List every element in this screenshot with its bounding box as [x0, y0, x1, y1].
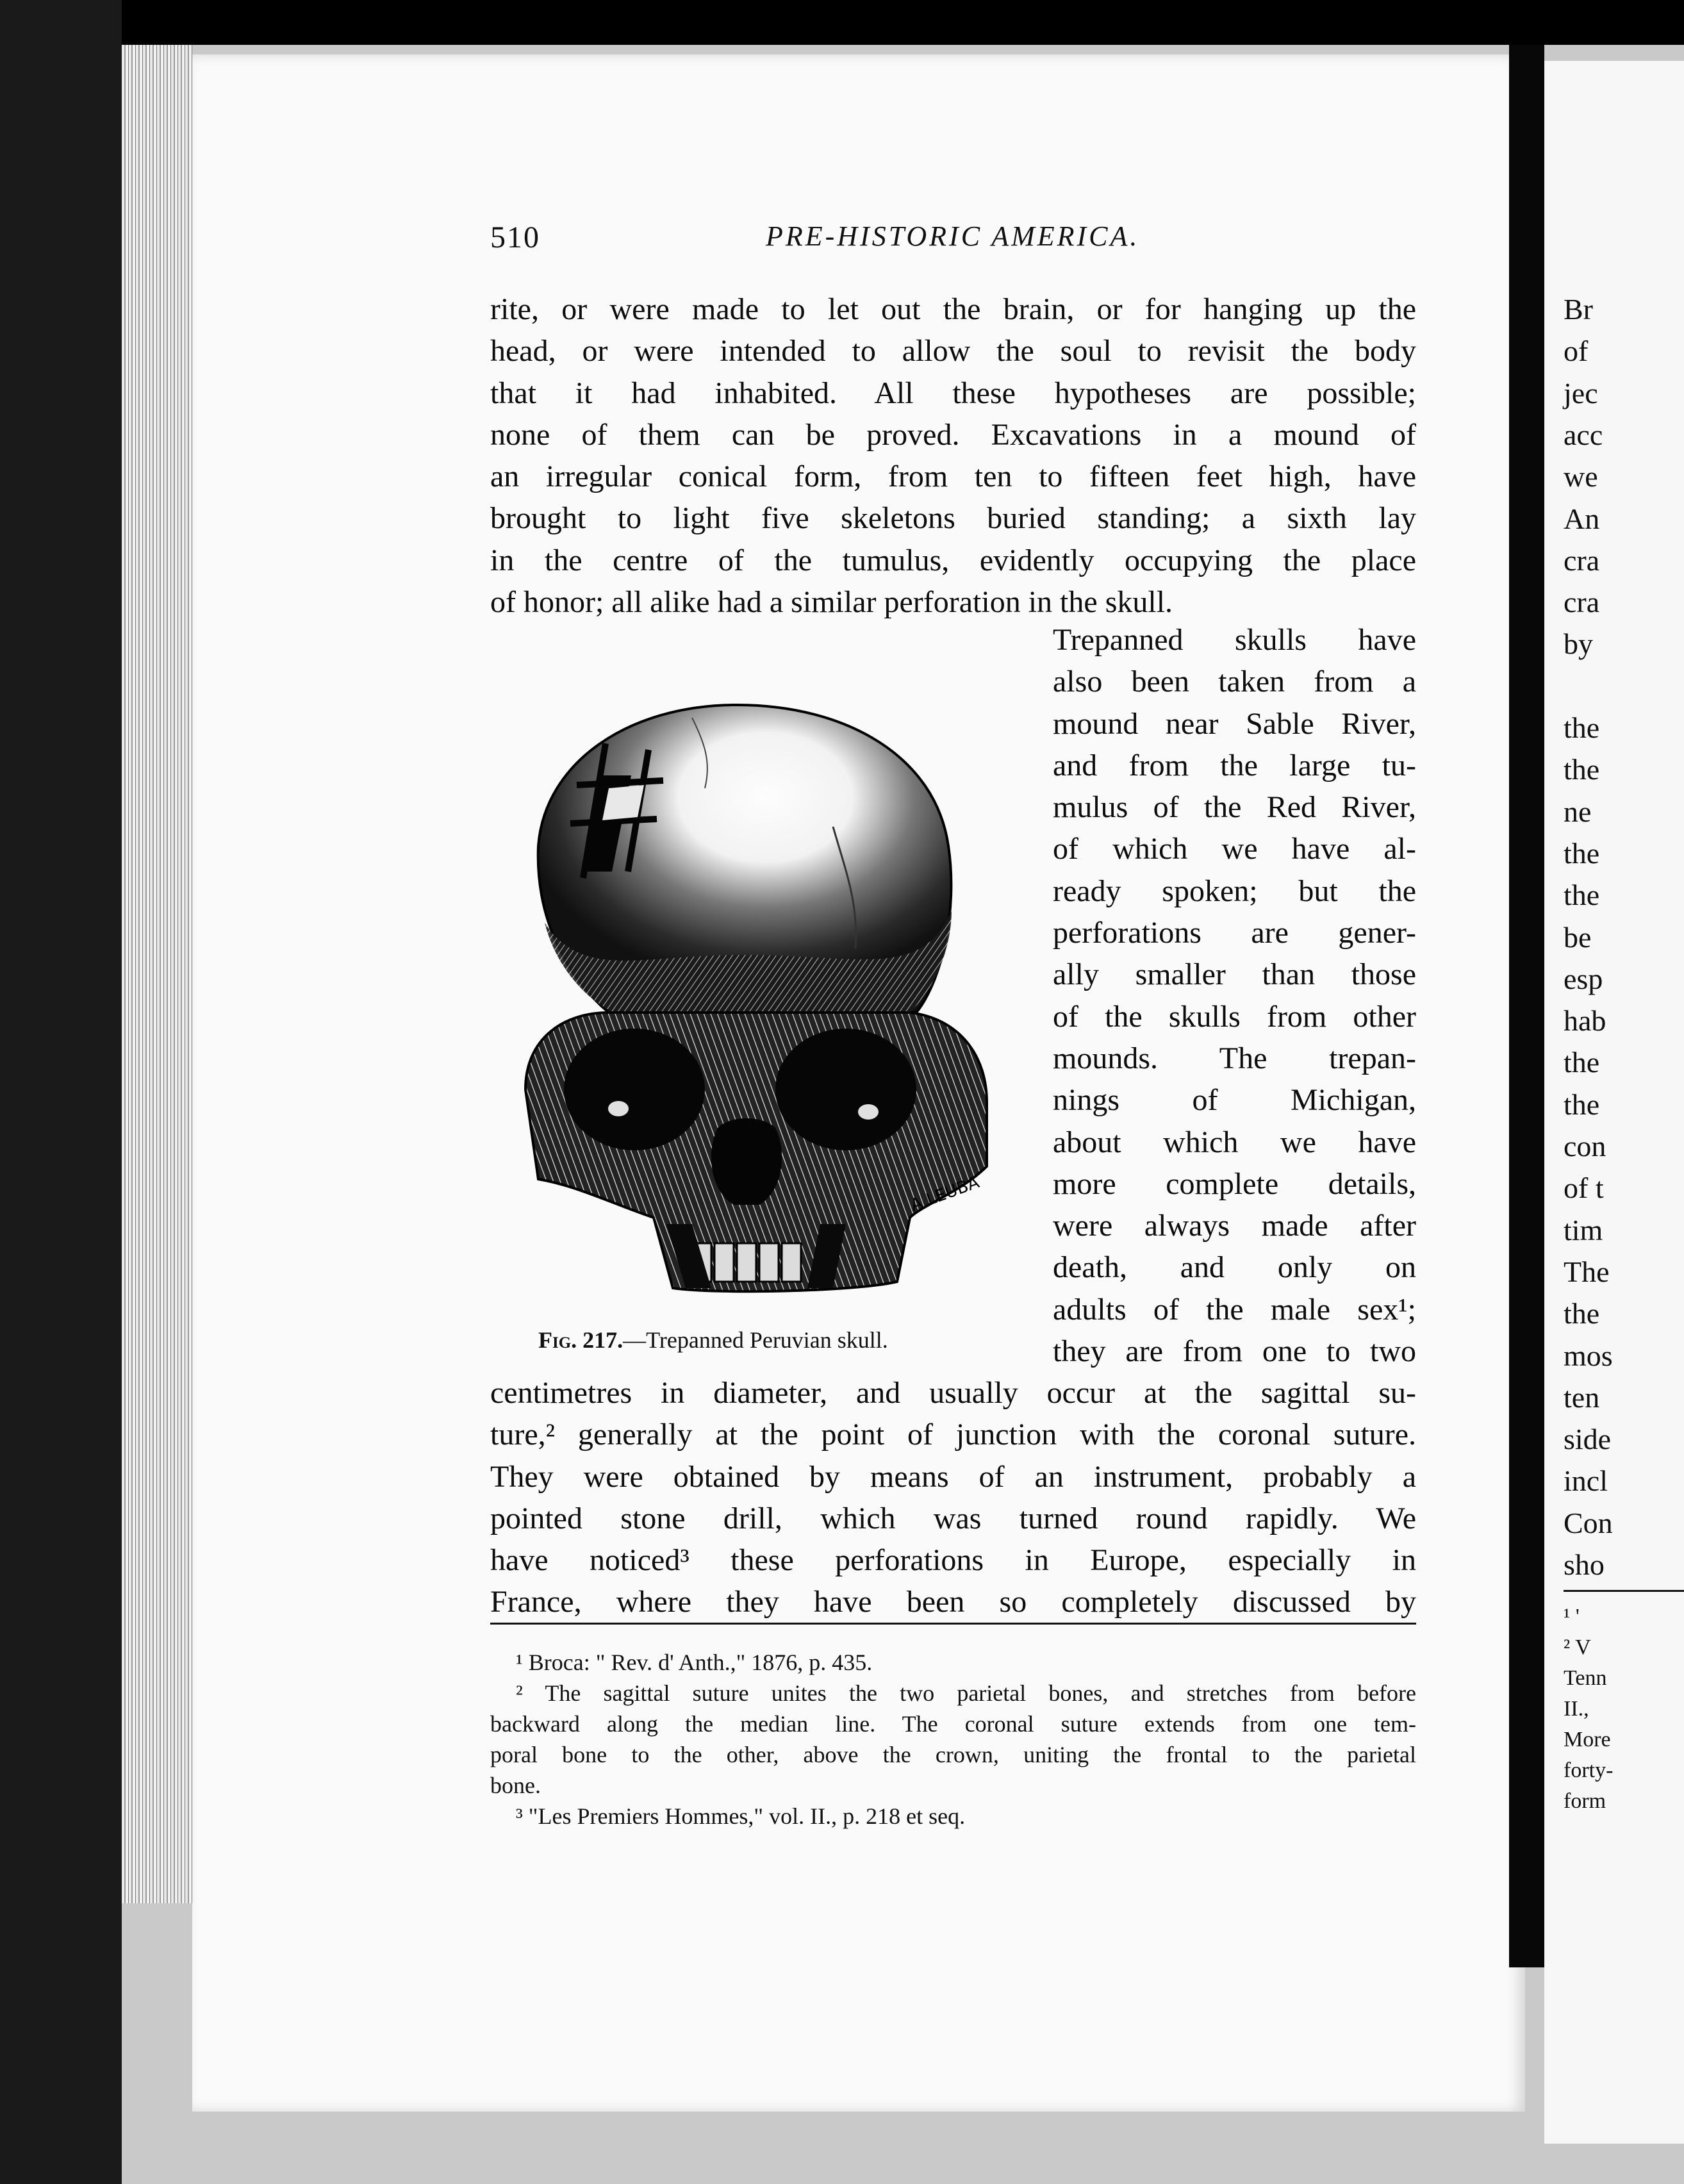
right-page-line-fragment: ne: [1564, 795, 1592, 828]
right-page-line-fragment: the: [1564, 753, 1600, 786]
right-page-footnote-fragment: forty-: [1564, 1758, 1614, 1782]
body-side-line: nings of Michigan,: [1053, 1083, 1416, 1118]
body-side-line: Trepanned skulls have: [1053, 623, 1416, 657]
right-page-line-fragment: con: [1564, 1130, 1606, 1162]
footnote-line: ¹ Broca: " Rev. d' Anth.," 1876, p. 435.: [516, 1650, 873, 1675]
right-page-line-fragment: esp: [1564, 962, 1603, 995]
right-page-line-fragment: tim: [1564, 1213, 1603, 1246]
body-bottom-line: have noticed³ these perforations in Europe, especially in: [490, 1543, 1416, 1578]
right-page-line-fragment: An: [1564, 502, 1600, 535]
paragraph-bottom: [490, 1372, 1416, 1623]
footnote-line: ² The sagittal suture unites the two parietal bones, and stretches from before: [516, 1680, 1416, 1706]
body-bottom-line: ture,² generally at the point of junction with the coronal suture.: [490, 1418, 1416, 1452]
body-top-line: of honor; all alike had a similar perforation in the skull.: [490, 585, 1173, 620]
right-page-line-fragment: the: [1564, 1046, 1600, 1079]
right-page-line-fragment: The: [1564, 1255, 1610, 1288]
body-side-line: were always made after: [1053, 1209, 1416, 1243]
body-side-line: of the skulls from other: [1053, 999, 1416, 1034]
body-top-line: none of them can be proved. Excavations in a mound of: [490, 417, 1416, 452]
figure-trepanned-skull: [500, 679, 1025, 1320]
right-page-line-fragment: cra: [1564, 586, 1600, 619]
body-side-line: adults of the male sex¹;: [1053, 1292, 1416, 1327]
right-page-line-fragment: by: [1564, 627, 1593, 661]
right-page-line-fragment: side: [1564, 1423, 1612, 1456]
right-page-footnote-fragment: II.,: [1564, 1697, 1589, 1721]
body-bottom-line: centimetres in diameter, and usually occur at the sagittal su-: [490, 1376, 1416, 1410]
body-side-line: death, and only on: [1053, 1250, 1416, 1285]
body-top-line: brought to light five skeletons buried standing; a sixth lay: [490, 501, 1416, 536]
paragraph-top: [490, 288, 1416, 623]
footnotes: [490, 1647, 1416, 1832]
right-page-line-fragment: Con: [1564, 1506, 1613, 1539]
right-page-line-fragment: of: [1564, 335, 1589, 368]
scan-top-edge: [0, 0, 1684, 45]
right-page-line-fragment: the: [1564, 879, 1600, 912]
body-side-line: about which we have: [1053, 1125, 1416, 1159]
footnote-rule: [490, 1623, 1416, 1625]
figure-caption-text: —Trepanned Peruvian skull.: [623, 1327, 888, 1353]
page-number: 510: [490, 220, 540, 254]
book-spine-shadow: [0, 0, 122, 2184]
right-page-line-fragment: Br: [1564, 293, 1593, 326]
right-page-footnote-rule: [1564, 1590, 1684, 1592]
footnote-line: bone.: [490, 1773, 541, 1798]
skull-engraving: [500, 679, 1025, 1320]
book-gutter: [1509, 45, 1544, 1967]
right-page-footnote-fragment: More: [1564, 1728, 1611, 1751]
body-side-line: mounds. The trepan-: [1053, 1041, 1416, 1075]
right-page-line-fragment: the: [1564, 1088, 1600, 1121]
body-side-line: ready spoken; but the: [1053, 873, 1416, 908]
body-bottom-line: pointed stone drill, which was turned round rapidly. We: [490, 1501, 1416, 1535]
body-side-line: of which we have al-: [1053, 832, 1416, 866]
right-page-fragment: [1544, 61, 1684, 2144]
figure-caption: [538, 1327, 888, 1353]
body-top-line: in the centre of the tumulus, evidently occupying the place: [490, 543, 1416, 577]
right-page-line-fragment: cra: [1564, 543, 1600, 577]
body-bottom-line: They were obtained by means of an instrument, probably a: [490, 1459, 1416, 1494]
body-side-line: perforations are gener-: [1053, 916, 1416, 950]
right-page-line-fragment: of t: [1564, 1171, 1604, 1205]
right-page-line-fragment: jec: [1564, 376, 1598, 410]
right-page-line-fragment: incl: [1564, 1464, 1608, 1498]
body-top-line: an irregular conical form, from ten to fifteen feet high, have: [490, 459, 1416, 494]
right-page-line-fragment: the: [1564, 836, 1600, 870]
right-page-line-fragment: acc: [1564, 418, 1603, 451]
right-page-footnote-fragment: ² V: [1564, 1635, 1591, 1659]
body-top-line: that it had inhabited. All these hypotheses are possible;: [490, 376, 1416, 410]
body-side-line: ally smaller than those: [1053, 957, 1416, 992]
footnote-line: backward along the median line. The coronal suture extends from one tem-: [490, 1711, 1416, 1737]
running-title: PRE-HISTORIC AMERICA.: [766, 220, 1140, 252]
body-bottom-line: France, where they have been so completely discussed by: [490, 1585, 1416, 1619]
body-side-line: mulus of the Red River,: [1053, 790, 1416, 825]
body-top-line: rite, or were made to let out the brain, or for hanging up the: [490, 292, 1416, 326]
right-page-line-fragment: hab: [1564, 1004, 1606, 1038]
footnote-line: ³ "Les Premiers Hommes," vol. II., p. 218 et seq.: [516, 1803, 966, 1829]
right-page-footnote-fragment: ¹ ': [1564, 1605, 1580, 1628]
body-side-line: also been taken from a: [1053, 665, 1416, 699]
svg-text:A LEUBA: A LEUBA: [908, 1173, 982, 1216]
footnote-line: poral bone to the other, above the crown, uniting the frontal to the parietal: [490, 1742, 1416, 1767]
figure-label: Fig. 217.: [538, 1327, 623, 1353]
right-page-line-fragment: sho: [1564, 1548, 1605, 1581]
right-page-line-fragment: be: [1564, 920, 1592, 954]
right-page-line-fragment: ten: [1564, 1380, 1600, 1414]
right-page-footnote-fragment: Tenn: [1564, 1666, 1607, 1690]
paragraph-side: [1053, 619, 1416, 1372]
right-page-footnote-fragment: form: [1564, 1789, 1606, 1813]
right-page-line-fragment: the: [1564, 711, 1600, 744]
body-side-line: mound near Sable River,: [1053, 706, 1416, 741]
body-top-line: head, or were intended to allow the soul to revisit the body: [490, 334, 1416, 368]
body-side-line: and from the large tu-: [1053, 748, 1416, 782]
body-side-line: they are from one to two: [1053, 1334, 1416, 1369]
page-edges: [122, 45, 192, 1903]
body-side-line: more complete details,: [1053, 1166, 1416, 1201]
right-page-line-fragment: mos: [1564, 1339, 1613, 1372]
right-page-line-fragment: the: [1564, 1297, 1600, 1330]
right-page-line-fragment: we: [1564, 460, 1598, 493]
